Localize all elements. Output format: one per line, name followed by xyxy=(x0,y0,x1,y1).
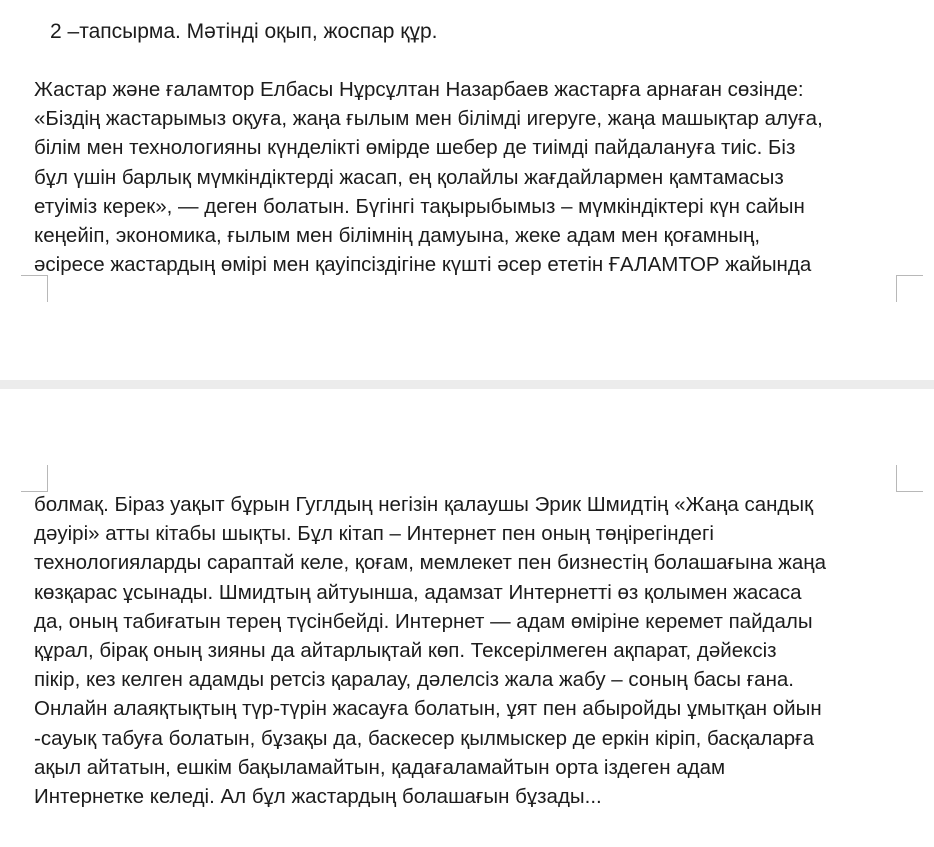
page-2-paragraph xyxy=(34,490,826,811)
task-heading: 2 –тапсырма. Мәтінді оқып, жоспар құр. xyxy=(50,20,438,43)
text-line: дәуірі» атты кітабы шықты. Бұл кітап – Интернет пен оның төңірегіндегі xyxy=(34,522,714,546)
text-line: етуіміз керек», — деген болатын. Бүгінгі тақырыбымыз – мүмкіндіктері күн сайын xyxy=(34,194,805,218)
text-line: кеңейіп, экономика, ғылым мен білімнің дамуына, жеке адам мен қоғамның, xyxy=(34,224,761,248)
text-line: бұл үшін барлық мүмкіндіктерді жасап, ең қолайлы жағдайлармен қамтамасыз xyxy=(34,165,784,189)
page-1-paragraph xyxy=(34,75,823,279)
text-line: Жастар және ғаламтор Елбасы Нұрсұлтан Назарбаев жастарға арнаған сөзінде: xyxy=(34,78,804,101)
document-page-1 xyxy=(0,0,934,380)
page-break-gap xyxy=(0,380,934,389)
text-line: -сауық табуға болатын, бұзақы да, баскесер қылмыскер де еркін кіріп, басқаларға xyxy=(34,726,814,750)
text-line: пікір, кез келген адамды ретсіз қаралау, дәлелсіз жала жабу – соның басы ғана. xyxy=(34,668,794,692)
text-line: білім мен технологияны күнделікті өмірде шебер де тиімді пайдалануға тиіс. Біз xyxy=(34,136,796,160)
text-line: құрал, бірақ оның зияны да айтарлықтай көп. Тексерілмеген ақпарат, дәйексіз xyxy=(34,639,777,663)
margin-corner-mark xyxy=(21,465,48,492)
margin-corner-mark xyxy=(896,465,923,492)
text-line: ақыл айтатын, ешкім бақыламайтын, қадағаламайтын орта іздеген адам xyxy=(34,755,726,779)
margin-corner-mark xyxy=(21,275,48,302)
text-line: көзқарас ұсынады. Шмидтың айтуынша, адамзат Интернетті өз қолымен жасаса xyxy=(34,580,802,604)
text-line: әсіресе жастардың өмірі мен қауіпсіздігіне күшті әсер ететін ҒАЛАМТОР жайында xyxy=(34,253,812,277)
text-line: Онлайн алаяқтықтың түр-түрін жасауға болатын, ұят пен абыройды ұмытқан ойын xyxy=(34,697,822,721)
margin-corner-mark xyxy=(896,275,923,302)
text-line: технологияларды сараптай келе, қоғам, мемлекет пен бизнестің болашағына жаңа xyxy=(34,551,826,575)
text-line: да, оның табиғатын терең түсінбейді. Интернет — адам өміріне керемет пайдалы xyxy=(34,609,813,633)
text-line: «Біздің жастарымыз оқуға, жаңа ғылым мен білімді игеруге, жаңа машықтар алуға, xyxy=(34,107,823,131)
text-line: Интернетке келеді. Ал бұл жастардың болашағын бұзады... xyxy=(34,785,602,809)
text-line: болмақ. Біраз уақыт бұрын Гуглдың негізін қалаушы Эрик Шмидтің «Жаңа сандық xyxy=(34,493,814,516)
